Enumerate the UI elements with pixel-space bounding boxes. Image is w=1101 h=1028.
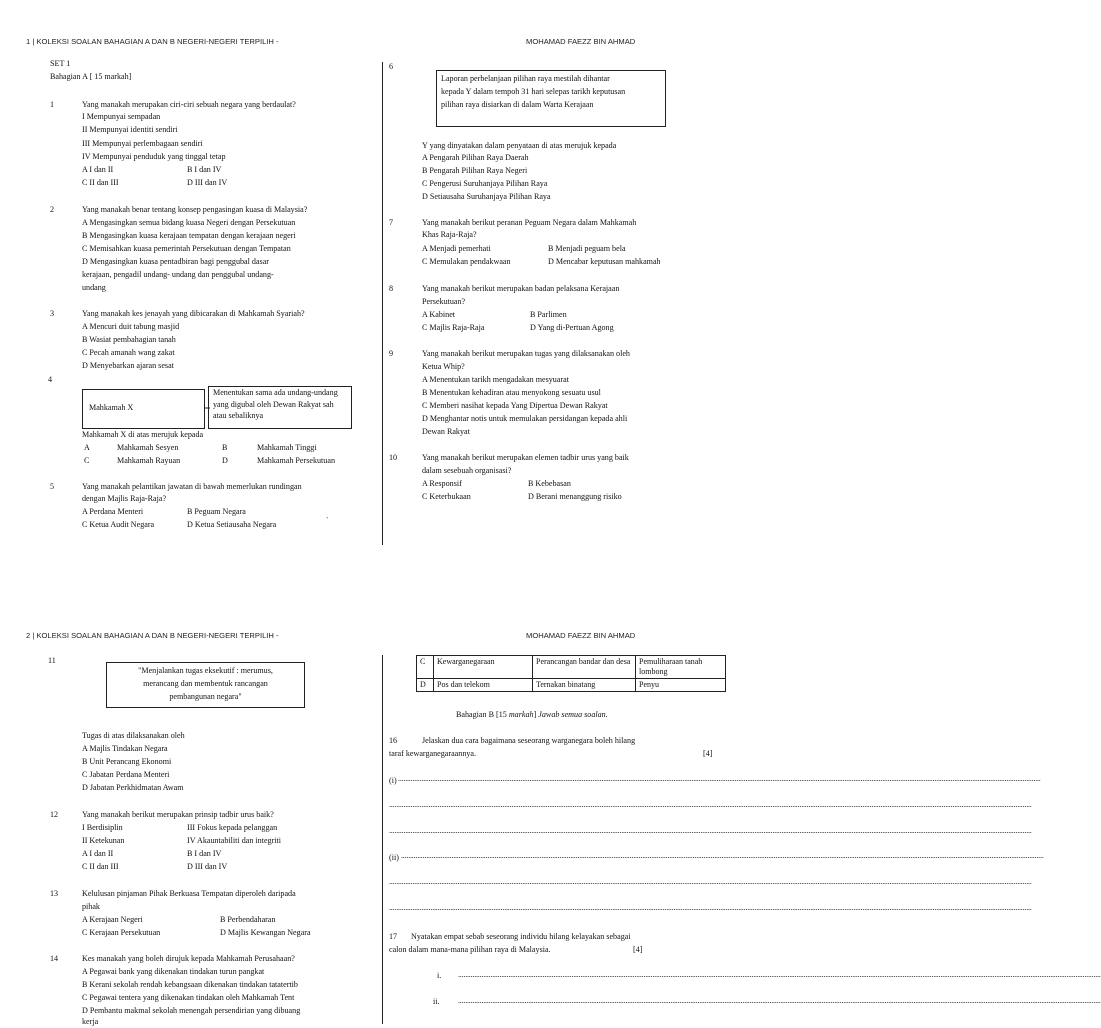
option-c: C Ketua Audit Negara (82, 520, 155, 529)
option-c-letter: C (84, 456, 90, 465)
section-b-instruction: Jawab semua soalan. (538, 710, 608, 719)
statement: II Ketekunan (82, 836, 125, 845)
box-line: merancang dan membentuk rancangan (143, 679, 268, 688)
question-stem-cont: Khas Raja-Raja? (422, 230, 477, 239)
question-stem-cont: dengan Majlis Raja-Raja? (82, 494, 167, 503)
marks: [4] (633, 945, 643, 954)
question-number: 12 (50, 810, 59, 819)
option-b-letter: B (222, 443, 228, 452)
option-b: B Kerani sekolah rendah kebangsaan dikenakan tindakan tatatertib (82, 980, 298, 989)
table-cell: Ternakan binatang (533, 679, 636, 692)
question-stem: Jelaskan dua cara bagaimana seseorang warganegara boleh hilang (422, 736, 636, 745)
question-number: 4 (48, 375, 53, 384)
answer-line[interactable]: ..................................................................................................................................................................................................................................................................................................................................................................... (389, 903, 1032, 912)
option-b: B Pengarah Pilihan Raya Negeri (422, 166, 528, 175)
box-line: Laporan perbelanjaan pilihan raya mestilah dihantar (441, 74, 610, 83)
question-number: 9 (389, 349, 394, 358)
option-a-letter: A (84, 443, 90, 452)
court-box (82, 389, 205, 429)
option-d: Mahkamah Persekutuan (257, 456, 335, 465)
question-stem: Y yang dinyatakan dalam penyataan di atas merujuk kepada (422, 141, 617, 150)
option-a: Mahkamah Sesyen (117, 443, 179, 452)
subject-table (416, 655, 726, 692)
option-b: B I dan IV (187, 165, 222, 174)
option-c: C Pengerusi Suruhanjaya Pilihan Raya (422, 179, 548, 188)
table-cell: Pos dan telekom (434, 679, 533, 692)
table-cell: Penyu (636, 679, 726, 692)
answer-label-i: i. (437, 971, 442, 980)
answer-line[interactable]: ..................................................................................................................................................................................................................................................................................................................................................................... (458, 996, 1101, 1005)
answer-line[interactable]: ..................................................................................................................................................................................................................................................................................................................................................................... (389, 826, 1032, 835)
option-d: D Jabatan Perkhidmatan Awam (82, 783, 184, 792)
option-b: B Mengasingkan kuasa kerajaan tempatan dengan kerajaan negeri (82, 231, 296, 240)
table-cell: Pemuliharaan tanah lombong (636, 656, 726, 679)
box-line: yang digubal oleh Dewan Rakyat sah (213, 400, 334, 409)
header-title: KOLEKSI SOALAN BAHAGIAN A DAN B NEGERI-NEGERI TERPILIH - (36, 37, 279, 46)
option-a: A Menentukan tarikh mengadakan mesyuarat (422, 375, 569, 384)
option-c: C Pegawai tentera yang dikenakan tindakan oleh Mahkamah Tent (82, 993, 295, 1002)
table-row (417, 656, 726, 679)
option-a: A Kabinet (422, 310, 456, 319)
court-label: Mahkamah X (89, 403, 134, 412)
option-b: B Menjadi peguam bela (548, 244, 626, 253)
question-stem-cont: taraf kewarganegaraannya. (389, 749, 477, 758)
header-author: MOHAMAD FAEZZ BIN AHMAD (526, 37, 636, 46)
option-d-cont: Dewan Rakyat (422, 427, 470, 436)
question-stem-cont: calon dalam mana-mana pilihan raya di Malaysia. (389, 945, 551, 954)
option-c: C Jabatan Perdana Menteri (82, 770, 170, 779)
question-number: 10 (389, 453, 398, 462)
statement: IV Mempunyai penduduk yang tinggal tetap (82, 152, 226, 161)
box-line: pilihan raya disiarkan di dalam Warta Kerajaan (441, 100, 594, 109)
question-number: 7 (389, 218, 394, 227)
option-c: C Majlis Raja-Raja (422, 323, 485, 332)
option-b: B Kebebasan (528, 479, 571, 488)
option-c: C Memisahkan kuasa pemerintah Persekutuan dengan Tempatan (82, 244, 291, 253)
option-a: A I dan II (82, 165, 114, 174)
answer-label-ii: (ii) (389, 853, 399, 862)
statement: II Mempunyai identiti sendiri (82, 125, 178, 134)
stray-mark: ` (326, 516, 329, 525)
option-d: D Berani menanggung risiko (528, 492, 622, 501)
statement: IV Akauntabiliti dan integriti (187, 836, 282, 845)
question-stem: Kes manakah yang boleh dirujuk kepada Mahkamah Perusahaan? (82, 954, 295, 963)
table-cell: C (417, 656, 434, 679)
answer-line[interactable]: ..................................................................................................................................................................................................................................................................................................................................................................... (389, 877, 1032, 886)
question-stem: Yang manakah berikut merupakan tugas yang dilaksanakan oleh (422, 349, 630, 358)
option-d: D Ketua Setiausaha Negara (187, 520, 277, 529)
statement: III Mempunyai perlembagaan sendiri (82, 139, 203, 148)
question-number: 17 (389, 932, 398, 941)
option-c: Mahkamah Rayuan (117, 456, 181, 465)
option-d: D Mencabar keputusan mahkamah (548, 257, 661, 266)
answer-label-ii: ii. (433, 997, 440, 1006)
question-number: 16 (389, 736, 398, 745)
option-d: D Yang di-Pertuan Agong (530, 323, 614, 332)
option-d: D Menghantar notis untuk memulakan persidangan kepada ahli (422, 414, 628, 423)
answer-line[interactable]: ..................................................................................................................................................................................................................................................................................................................................................................... (398, 774, 1041, 783)
question-number: 8 (389, 284, 394, 293)
table-cell: Kewarganegaraan (434, 656, 533, 679)
question-stem: Yang manakah benar tentang konsep pengasingan kuasa di Malaysia? (82, 205, 308, 214)
option-b: B Parlimen (530, 310, 567, 319)
section-label: Bahagian A [ 15 markah] (50, 72, 132, 81)
header-divider: | (32, 37, 37, 46)
option-b: B Menentukan kehadiran atau menyokong sesuatu usul (422, 388, 601, 397)
option-d: D Majlis Kewangan Negara (220, 928, 311, 937)
question-number: 14 (50, 954, 59, 963)
question-stem: Mahkamah X di atas merujuk kepada (82, 430, 204, 439)
question-stem: Yang manakah merupakan ciri-ciri sebuah negara yang berdaulat? (82, 100, 296, 109)
description-box (208, 386, 352, 429)
option-d-cont: kerja (82, 1017, 99, 1026)
option-a: A Majlis Tindakan Negara (82, 744, 168, 753)
page-number: 1 (26, 37, 31, 46)
page2-header (26, 631, 279, 640)
statement: I Berdisiplin (82, 823, 123, 832)
box-line: pembangunan negara" (169, 692, 242, 701)
option-b: B I dan IV (187, 849, 222, 858)
statement: I Mempunyai sempadan (82, 112, 161, 121)
page-number: 2 (26, 631, 31, 640)
option-d: D Pembantu makmal sekolah menengah persendirian yang dibuang (82, 1006, 301, 1015)
question-number: 1 (50, 100, 55, 109)
statement-box (106, 662, 305, 708)
marks: [4] (703, 749, 713, 758)
option-a: A Mengasingkan semua bidang kuasa Negeri dengan Persekutuan (82, 218, 296, 227)
option-b: B Peguam Negara (187, 507, 246, 516)
header-title: KOLEKSI SOALAN BAHAGIAN A DAN B NEGERI-NEGERI TERPILIH - (36, 631, 279, 640)
option-c: C Kerajaan Persekutuan (82, 928, 161, 937)
question-stem: Yang manakah berikut merupakan prinsip tadbir urus baik? (82, 810, 274, 819)
question-stem-cont: pihak (82, 902, 100, 911)
section-b-mid: ] (533, 710, 539, 719)
answer-line[interactable]: ..................................................................................................................................................................................................................................................................................................................................................................... (401, 851, 1044, 860)
question-number: 6 (389, 62, 394, 71)
question-stem: Yang manakah berikut merupakan elemen tadbir urus yang baik (422, 453, 629, 462)
option-a: A Mencuri duit tabung masjid (82, 322, 180, 331)
option-a: A Pegawai bank yang dikenakan tindakan turun pangkat (82, 967, 265, 976)
question-stem: Yang manakah pelantikan jawatan di bawah memerlukan rundingan (82, 482, 302, 491)
option-d-cont: kerajaan, pengadil undang- undang dan penggubal undang- (82, 270, 274, 279)
option-d: D Setiausaha Suruhanjaya Pilihan Raya (422, 192, 551, 201)
option-a: A I dan II (82, 849, 114, 858)
option-c: C II dan III (82, 862, 119, 871)
question-stem-cont: Persekutuan? (422, 297, 466, 306)
question-stem: Tugas di atas dilaksanakan oleh (82, 731, 185, 740)
table-row (417, 679, 726, 692)
section-b-label (456, 710, 608, 721)
answer-label-i: (i) (389, 776, 397, 785)
statement: III Fokus kepada pelanggan (187, 823, 278, 832)
question-stem: Kelulusan pinjaman Pihak Berkuasa Tempatan diperoleh daripada (82, 889, 296, 898)
option-c: C Memberi nasihat kepada Yang Dipertua Dewan Rakyat (422, 401, 608, 410)
option-a: A Perdana Menteri (82, 507, 144, 516)
question-stem: Yang manakah berikut peranan Peguam Negara dalam Mahkamah (422, 218, 637, 227)
option-a: A Pengarah Pilihan Raya Daerah (422, 153, 529, 162)
question-stem: Yang manakah kes jenayah yang dibicarakan di Mahkamah Syariah? (82, 309, 305, 318)
option-d-letter: D (222, 456, 228, 465)
section-b-pre: Bahagian B [15 (456, 710, 509, 719)
box-line: kepada Y dalam tempoh 31 hari selepas tarikh keputusan (441, 87, 626, 96)
option-d: D Menyebarkan ajaran sesat (82, 361, 174, 370)
question-stem: Yang manakah berikut merupakan badan pelaksana Kerajaan (422, 284, 620, 293)
answer-line[interactable]: ..................................................................................................................................................................................................................................................................................................................................................................... (389, 800, 1032, 809)
option-d: D III dan IV (187, 862, 228, 871)
column-divider (382, 655, 383, 1024)
question-number: 13 (50, 889, 59, 898)
box-line: "Menjalankan tugas eksekutif : merumus, (138, 666, 273, 675)
option-c: C II dan III (82, 178, 119, 187)
option-d: D Mengasingkan kuasa pentadbiran bagi penggubal dasar (82, 257, 269, 266)
box-line: Menentukan sama ada undang-undang (213, 388, 338, 397)
header-divider: | (32, 631, 37, 640)
option-d-cont: undang (82, 283, 106, 292)
option-a: A Responsif (422, 479, 462, 488)
option-b: B Perbendaharan (220, 915, 276, 924)
option-b: B Unit Perancang Ekonomi (82, 757, 172, 766)
box-line: atau sebaliknya (213, 411, 264, 420)
option-d: D III dan IV (187, 178, 228, 187)
question-number: 11 (48, 656, 56, 665)
question-stem-cont: Ketua Whip? (422, 362, 465, 371)
table-cell: Perancangan bandar dan desa (533, 656, 636, 679)
option-b: B Wasiat pembahagian tanah (82, 335, 176, 344)
option-c: C Pecah amanah wang zakat (82, 348, 175, 357)
question-stem: Nyatakan empat sebab seseorang individu hilang kelayakan sebagai (411, 932, 631, 941)
option-a: A Menjadi pemerhati (422, 244, 491, 253)
option-a: A Kerajaan Negeri (82, 915, 143, 924)
header-author: MOHAMAD FAEZZ BIN AHMAD (526, 631, 636, 640)
question-number: 2 (50, 205, 55, 214)
table-cell: D (417, 679, 434, 692)
question-number: 3 (50, 309, 55, 318)
page1-header (26, 37, 279, 46)
option-b: Mahkamah Tinggi (257, 443, 317, 452)
question-stem-cont: dalam sesebuah organisasi? (422, 466, 512, 475)
statement-box (436, 70, 666, 127)
column-divider (382, 62, 383, 545)
question-number: 5 (50, 482, 55, 491)
section-b-markah: markah (508, 710, 534, 719)
option-c: C Keterbukaan (422, 492, 471, 501)
answer-line[interactable]: ..................................................................................................................................................................................................................................................................................................................................................................... (458, 970, 1101, 979)
set-label: SET 1 (50, 59, 71, 68)
option-c: C Memulakan pendakwaan (422, 257, 511, 266)
